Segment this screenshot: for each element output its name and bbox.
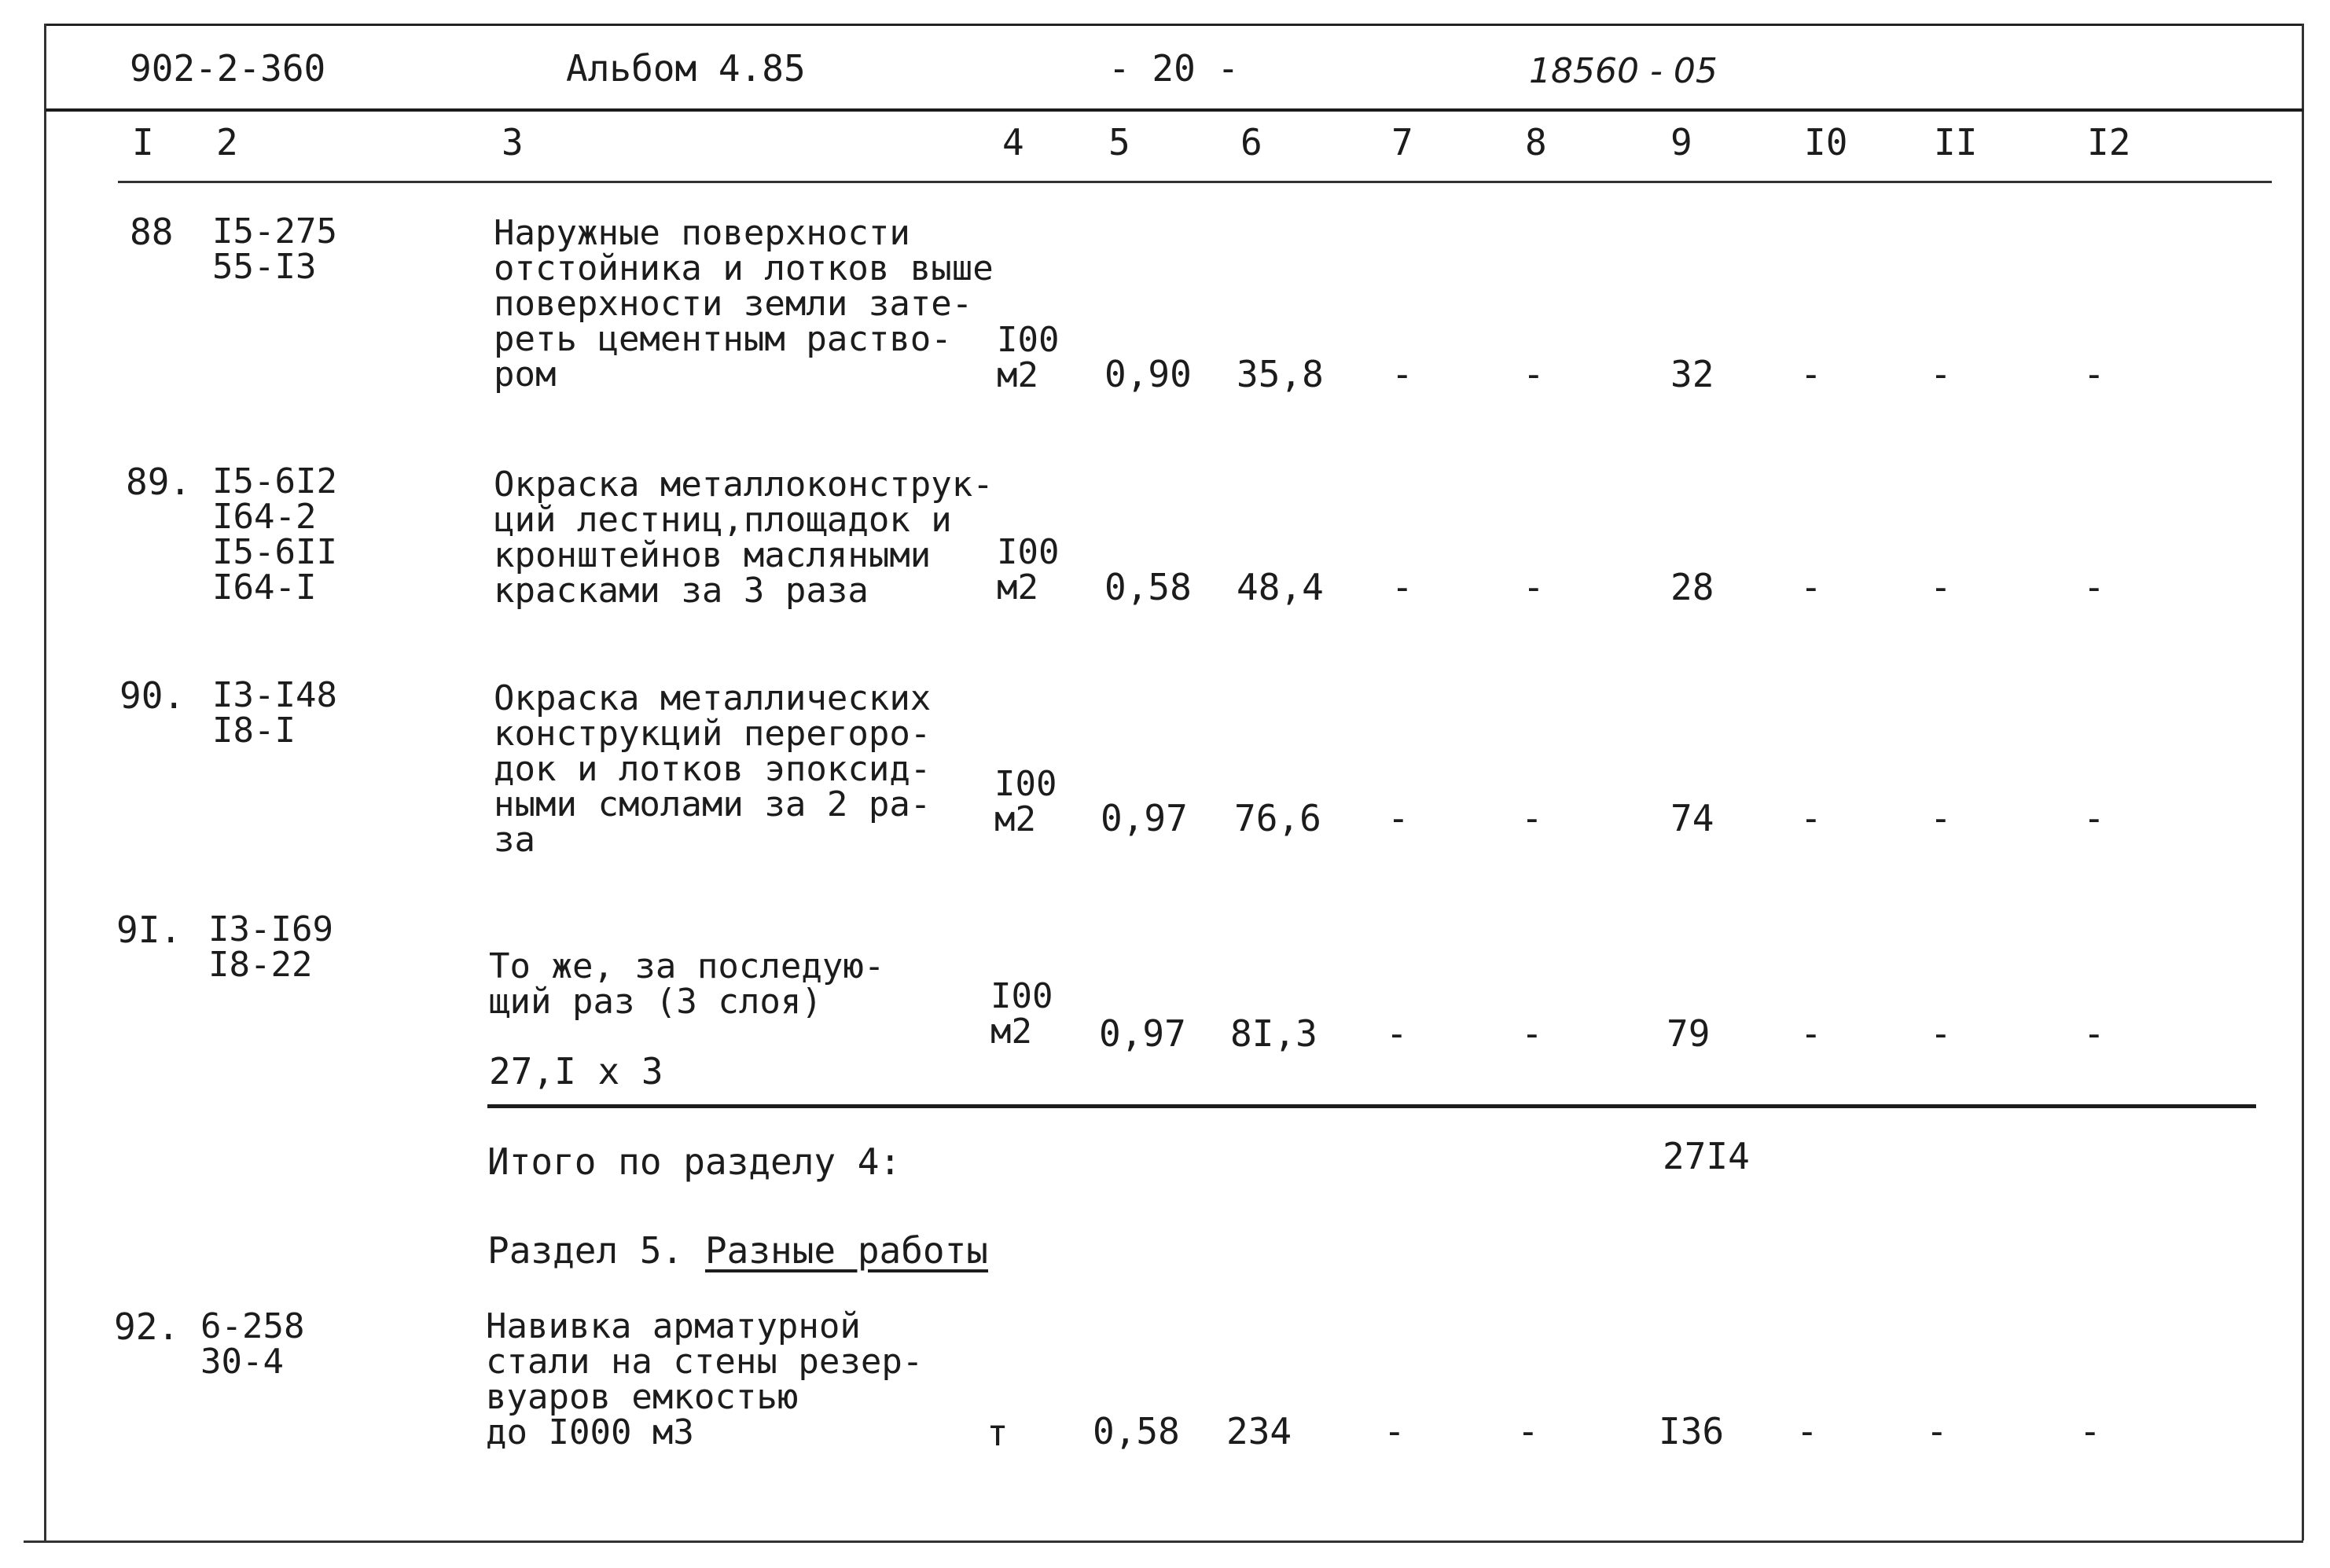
- cell-col-8: -: [1523, 566, 1545, 608]
- description-line: конструкций перегоро-: [494, 714, 932, 754]
- cell-col-7: -: [1391, 353, 1413, 395]
- row-description: [486, 1306, 924, 1452]
- frame-bottom-border: [24, 1540, 2303, 1543]
- row-number: 90.: [119, 674, 186, 717]
- row-number: 89.: [126, 461, 192, 503]
- section-heading: [487, 1229, 988, 1272]
- cell-col-7: -: [1386, 1012, 1408, 1055]
- cell-col-12: -: [2079, 1410, 2101, 1452]
- unit-line: I00: [997, 320, 1060, 360]
- frame-right-border: [2302, 24, 2304, 1540]
- unit-line: м2: [990, 1012, 1032, 1052]
- code-line: I8-I: [212, 711, 296, 751]
- cell-col-9: 79: [1667, 1012, 1711, 1055]
- code-line: 30-4: [200, 1342, 284, 1382]
- cell-col-9: I36: [1659, 1410, 1725, 1452]
- unit-line: I00: [997, 532, 1060, 572]
- description-line: Наружные поверхности: [494, 213, 910, 253]
- row-codes: [212, 461, 337, 608]
- row-description: [494, 678, 932, 860]
- cell-col-7: -: [1391, 566, 1413, 608]
- cell-col-10: -: [1796, 1410, 1818, 1452]
- cell-col-8: -: [1517, 1410, 1539, 1452]
- column-number-6: 6: [1240, 121, 1262, 163]
- row-codes: [212, 675, 337, 751]
- cell-col-9: 28: [1670, 566, 1714, 608]
- description-line: кронштейнов масляными: [494, 535, 932, 575]
- description-line: до I000 м3: [486, 1412, 694, 1452]
- column-number-3: 3: [502, 121, 524, 163]
- column-number-2: 2: [216, 121, 238, 163]
- column-number-12: I2: [2087, 121, 2131, 163]
- code-line: 55-I3: [212, 247, 317, 287]
- code-line: I5-275: [212, 211, 337, 252]
- description-line: красками за 3 раза: [494, 571, 869, 611]
- section-title: Разные работы: [704, 1229, 988, 1272]
- cell-col-5: 0,58: [1093, 1410, 1180, 1452]
- row-codes: [212, 211, 337, 287]
- cell-col-11: -: [1930, 1012, 1952, 1055]
- cell-col-9: 74: [1670, 797, 1714, 839]
- column-number-11: II: [1934, 121, 1978, 163]
- description-line: поверхности земли зате-: [494, 284, 973, 324]
- code-line: I8-22: [208, 945, 313, 985]
- unit-line: м2: [997, 355, 1038, 395]
- code-line: I5-6I2: [212, 461, 337, 501]
- cell-col-6: 76,6: [1234, 797, 1321, 839]
- row-unit: [997, 322, 1059, 393]
- column-number-5: 5: [1108, 121, 1130, 163]
- cell-col-5: 0,90: [1104, 353, 1192, 395]
- description-line: док и лотков эпоксид-: [494, 749, 932, 789]
- row-unit: [994, 766, 1057, 837]
- description-line: реть цементным раство-: [494, 319, 952, 359]
- cell-col-8: -: [1521, 797, 1543, 839]
- description-line: ными смолами за 2 ра-: [494, 784, 932, 824]
- cell-col-10: -: [1800, 1012, 1822, 1055]
- unit-line: м2: [997, 567, 1038, 608]
- cell-col-11: -: [1930, 353, 1952, 395]
- cell-col-6: 35,8: [1237, 353, 1324, 395]
- column-number-9: 9: [1670, 121, 1692, 163]
- cell-col-8: -: [1523, 353, 1545, 395]
- code-line: I64-I: [212, 567, 317, 608]
- cell-col-12: -: [2083, 1012, 2105, 1055]
- row-codes: [208, 909, 333, 985]
- row-note: 27,I х 3: [489, 1050, 663, 1092]
- cell-col-7: -: [1387, 797, 1409, 839]
- frame-left-border: [44, 24, 46, 1540]
- code-line: I3-I48: [212, 675, 337, 715]
- column-number-10: I0: [1804, 121, 1848, 163]
- row-unit: [990, 976, 1053, 1052]
- description-line: за: [494, 820, 535, 860]
- description-line: отстойника и лотков выше: [494, 248, 994, 288]
- description-line: ций лестниц,площадок и: [494, 500, 952, 540]
- description-line: щий раз (3 слоя): [489, 982, 822, 1022]
- code-line: I3-I69: [208, 909, 333, 949]
- description-line: Окраска металлических: [494, 678, 932, 718]
- column-number-8: 8: [1525, 121, 1547, 163]
- cell-col-10: -: [1800, 566, 1822, 608]
- unit-line: I00: [990, 976, 1053, 1016]
- row-number: 9I.: [116, 909, 182, 951]
- cell-col-10: -: [1800, 797, 1822, 839]
- cell-col-5: 0,58: [1104, 566, 1192, 608]
- cell-col-12: -: [2083, 797, 2105, 839]
- header-divider: [46, 108, 2303, 112]
- cell-col-11: -: [1930, 566, 1952, 608]
- description-line: То же, за последую-: [489, 946, 885, 986]
- row-description: [494, 465, 994, 611]
- cell-col-7: -: [1384, 1410, 1406, 1452]
- cell-col-6: 234: [1226, 1410, 1292, 1452]
- column-number-7: 7: [1391, 121, 1413, 163]
- column-numbers-divider: [118, 181, 2272, 183]
- handwritten-number: 18560 - 05: [1529, 51, 1718, 91]
- document-code: 902-2-360: [130, 47, 326, 90]
- cell-col-6: 48,4: [1237, 566, 1324, 608]
- row-description: [494, 213, 994, 395]
- code-line: 6-258: [200, 1306, 305, 1346]
- row-number: 92.: [114, 1305, 180, 1348]
- column-number-4: 4: [1002, 121, 1024, 163]
- section-prefix: Раздел 5.: [487, 1229, 684, 1272]
- row-number: 88: [130, 211, 174, 253]
- section-total-value: 27I4: [1663, 1135, 1750, 1177]
- row-description: [489, 946, 885, 1022]
- column-number-1: I: [132, 121, 154, 163]
- description-line: ром: [494, 354, 557, 395]
- cell-col-8: -: [1521, 1012, 1543, 1055]
- cell-col-6: 8I,3: [1230, 1012, 1318, 1055]
- description-line: вуаров емкостью: [486, 1377, 799, 1417]
- total-divider: [487, 1104, 2256, 1108]
- code-line: I5-6II: [212, 532, 337, 572]
- unit-line: м2: [994, 799, 1036, 839]
- description-line: Навивка арматурной: [486, 1306, 861, 1346]
- cell-col-5: 0,97: [1101, 797, 1188, 839]
- section-total-label: Итого по разделу 4:: [487, 1140, 902, 1183]
- cell-col-10: -: [1800, 353, 1822, 395]
- row-unit: [997, 532, 1060, 608]
- code-line: I64-2: [212, 497, 317, 537]
- cell-col-12: -: [2083, 566, 2105, 608]
- cell-col-9: 32: [1670, 353, 1714, 395]
- album-label: Альбом 4.85: [566, 47, 806, 90]
- description-line: Окраска металлоконструк-: [494, 465, 994, 505]
- cell-col-12: -: [2083, 353, 2105, 395]
- unit-line: I00: [994, 764, 1057, 804]
- cell-col-5: 0,97: [1099, 1012, 1186, 1055]
- page-number: - 20 -: [1108, 47, 1240, 90]
- description-line: стали на стены резер-: [486, 1342, 924, 1382]
- frame-top-border: [46, 24, 2302, 26]
- row-unit: т: [987, 1412, 1009, 1454]
- cell-col-11: -: [1930, 797, 1952, 839]
- cell-col-11: -: [1926, 1410, 1948, 1452]
- row-codes: [200, 1306, 305, 1382]
